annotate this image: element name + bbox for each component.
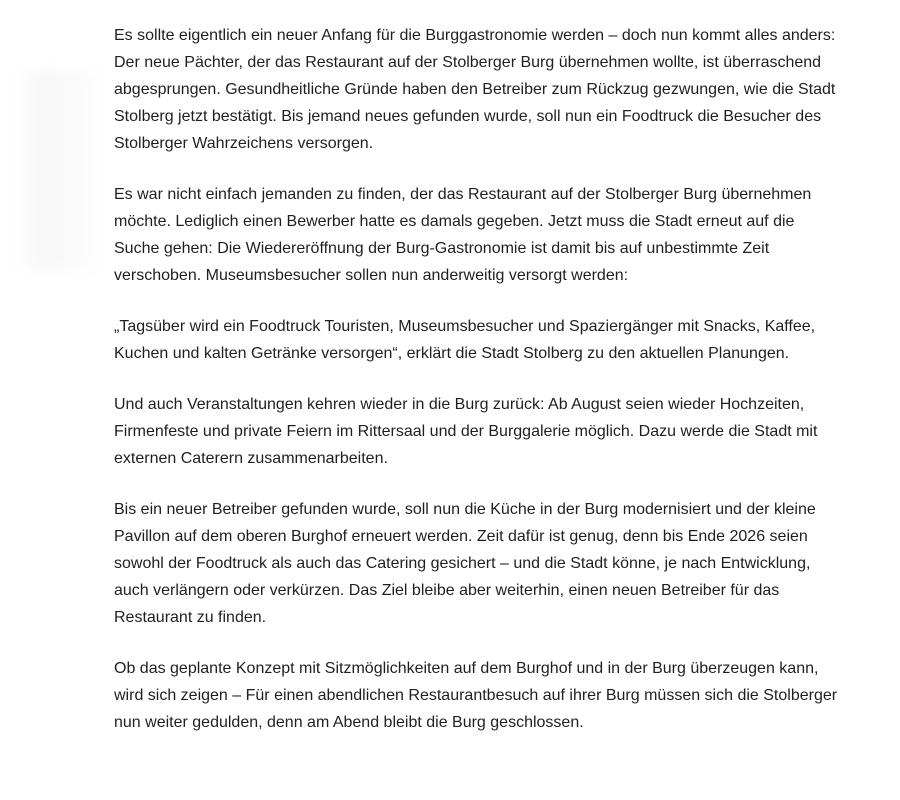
article-paragraph-4: Und auch Veranstaltungen kehren wieder in die Burg zurück: Ab August seien wieder Hochzeiten, Firmenfeste und private Feiern im Rittersaal und der Burggalerie möglich. Dazu werde die Stadt mit externen Caterern zusammenarbeiten. bbox=[114, 396, 818, 467]
article-paragraph-1: Es sollte eigentlich ein neuer Anfang für die Burggastronomie werden – doch nun kommt alles anders: Der neue Pächter, der das Restaurant auf der Stolberger Burg übernehmen wollte, ist überraschend abgesprungen. Gesundheitliche Gründe haben den Betreiber zum Rückzug gezwungen, wie die Stadt Stolberg jetzt bestätigt. Bis jemand neues gefunden wurde, soll nun ein Foodtruck die Besucher des Stolberger Wahrzeichens versorgen. bbox=[114, 27, 836, 152]
article-body bbox=[114, 22, 844, 760]
article-paragraph-2: Es war nicht einfach jemanden zu finden, der das Restaurant auf der Stolberger Burg übernehmen möchte. Lediglich einen Bewerber hatte es damals gegeben. Jetzt muss die Stadt erneut auf die Suche gehen: Die Wiedereröffnung der Burg-Gastronomie ist damit bis auf unbestimmte Zeit verschoben. Museumsbesucher sollen nun anderweitig versorgt werden: bbox=[114, 186, 812, 284]
article-paragraph-6: Ob das geplante Konzept mit Sitzmöglichkeiten auf dem Burghof und in der Burg überzeugen kann, wird sich zeigen – Für einen abendlichen Restaurantbesuch auf ihrer Burg müssen sich die Stolberger nun weiter gedulden, denn am Abend bleibt die Burg geschlossen. bbox=[114, 660, 838, 731]
article-paragraph-3: „Tagsüber wird ein Foodtruck Touristen, Museumsbesucher und Spaziergänger mit Snacks, Kaffee, Kuchen und kalten Getränke versorgen“, erklärt die Stadt Stolberg zu den aktuellen Planungen. bbox=[114, 318, 816, 362]
article-paragraph-5: Bis ein neuer Betreiber gefunden wurde, soll nun die Küche in der Burg modernisiert und der kleine Pavillon auf dem oberen Burghof erneuert werden. Zeit dafür ist genug, denn bis Ende 2026 seien sowohl der Foodtruck als auch das Catering gesichert – und die Stadt könne, je nach Entwicklung, auch verlängern oder verkürzen. Das Ziel bleibe aber weiterhin, einen neuen Betreiber für das Restaurant zu finden. bbox=[114, 501, 816, 626]
faded-background-shape bbox=[8, 70, 104, 270]
